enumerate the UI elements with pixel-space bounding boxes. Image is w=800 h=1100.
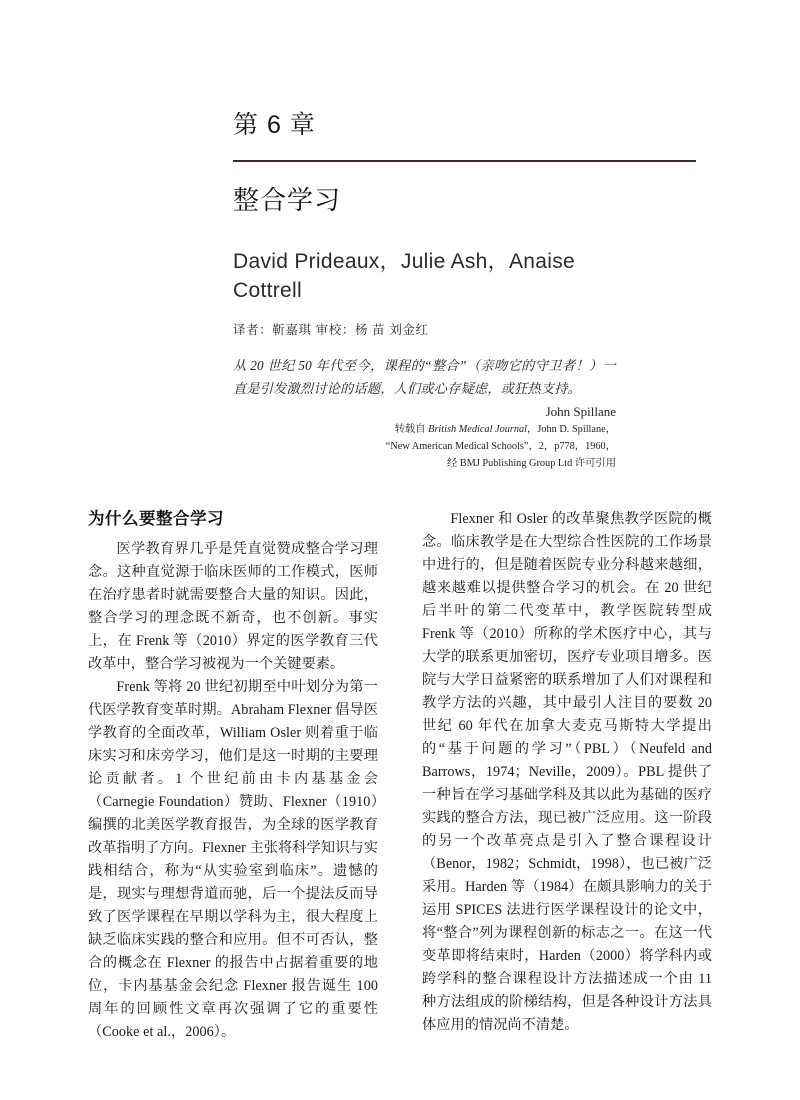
body-columns (88, 508, 712, 1044)
left-column (88, 508, 378, 1044)
chapter-header (233, 110, 696, 338)
epigraph-block (233, 355, 616, 472)
chapter-translators: 译者：靳嘉琪 审校：杨 苗 刘金红 (233, 323, 429, 338)
epigraph-source-line3: 经 BMJ Publishing Group Ltd 许可引用 (446, 457, 616, 469)
chapter-divider-rule (233, 160, 696, 162)
section-heading: 为什么要整合学习 (88, 509, 224, 528)
epigraph-attribution: John Spillane (545, 404, 616, 420)
chapter-number: 第 6 章 (233, 111, 316, 139)
chapter-title: 整合学习 (233, 185, 342, 215)
epigraph-quote: 从 20 世纪 50 年代至今，课程的“整合”（亲吻它的守卫者！）一直是引发激烈讨论的话题，人们或心存疑虑，或狂热支持。 (233, 358, 616, 396)
epigraph-source-suffix: ，John D. Spillane， (527, 424, 616, 436)
epigraph-source-prefix: 转载自 (394, 424, 429, 436)
epigraph-source (233, 422, 616, 472)
body-paragraph: 医学教育界几乎是凭直觉赞成整合学习理念。这种直觉源于临床医师的工作模式，医师在治疗患者时就需要整合大量的知识。因此，整合学习的理念既不新奇，也不创新。事实上，在 Frenk 等（2010）界定的医学教育三代改革中，整合学习被视为一个关键要素。 (88, 541, 378, 673)
chapter-authors: David Prideaux，Julie Ash，Anaise Cottrell (233, 249, 575, 303)
epigraph-source-line2: “New American Medical Schools”，2，p778，1960， (385, 441, 616, 453)
body-paragraph: Flexner 和 Osler 的改革聚焦教学医院的概念。临床教学是在大型综合性医院的工作场景中进行的，但是随着医院专业分科越来越细，越来越难以提供整合学习的机会。在 20 世纪后半叶的第二代变革中，教学医院转型成 Frenk 等（2010）所称的学术医疗中心，其与大学的联系更加密切，医疗专业项目增多。医院与大学日益紧密的联系增加了人们对课程和教学方法的兴趣，其中最引人注目的要数 20 世纪 60 年代在加拿大麦克马斯特大学提出的“基于问题的学习”（PBL）（Neufeld and Barrows，1974；Neville，2009）。PBL 提供了一种旨在学习基础学科及其以此为基础的医疗实践的整合方法，现已被广泛应用。这一阶段的另一个改革亮点是引入了整合课程设计（Benor，1982；Schmidt，1998），也已被广泛采用。Harden 等（1984）在颇具影响力的关于运用 SPICES 法进行医学课程设计的论文中，将“整合”列为课程创新的标志之一。在这一代变革即将结束时，Harden（2000）将学科内或跨学科的整合课程设计方法描述成一个由 11 种方法组成的阶梯结构，但是各种设计方法具体应用的情况尚不清楚。 (422, 511, 712, 1033)
right-column (422, 508, 712, 1044)
epigraph-source-journal: British Medical Journal (428, 424, 528, 436)
body-paragraph: Frenk 等将 20 世纪初期至中叶划分为第一代医学教育变革时期。Abraham Flexner 倡导医学教育的全面改革，William Osler 则着重于临床实习和床旁学习，他们是这一时期的主要理论贡献者。1 个世纪前由卡内基基金会（Carnegie Foundation）赞助、Flexner（1910）编撰的北美医学教育报告，为全球的医学教育改革指明了方向。Flexner 主张将科学知识与实践相结合，称为“从实验室到临床”。遗憾的是，现实与理想背道而驰，后一个提法反而导致了医学课程在早期以学科为主，很大程度上缺乏临床实践的整合和应用。但不可否认，整合的概念在 Flexner 的报告中占据着重要的地位，卡内基基金会纪念 Flexner 报告诞生 100 周年的回顾性文章再次强调了它的重要性（Cooke et al.，2006）。 (88, 679, 378, 1041)
